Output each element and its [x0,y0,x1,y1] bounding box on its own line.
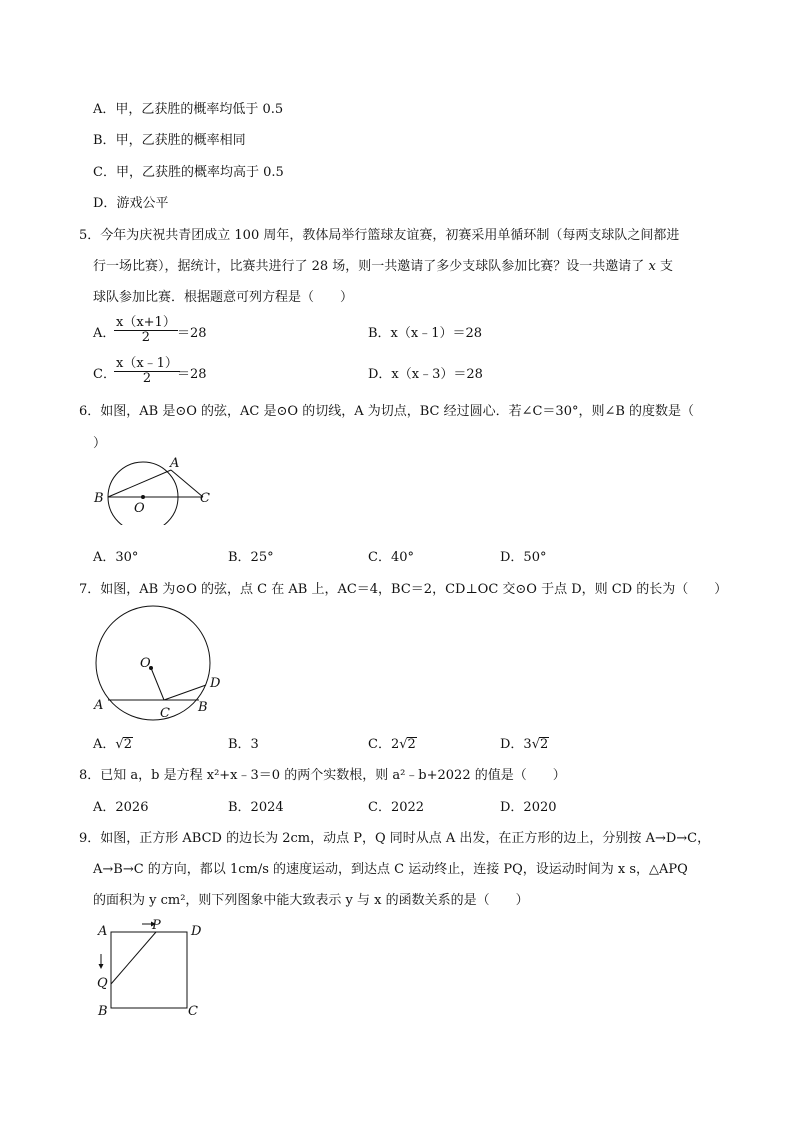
q5-line-1 [79,228,679,244]
segment-oc [151,668,164,700]
q5-option-c-fraction [114,357,180,386]
option-text: 游戏公平 [116,196,169,211]
question-text: A→B→C 的方向，都以 1cm/s 的速度运动，到达点 C 运动终止，连接 PQ，设运动时间为 x s，△APQ [93,862,688,877]
q7-option-d: D．3√2 [500,737,549,752]
question-number: 9． [79,831,101,846]
label-d: D [210,676,221,691]
label-b: B [94,491,104,506]
question-number: 6． [79,404,101,419]
question-text: ） [93,436,107,451]
label-b: B [198,700,208,715]
q5-option-a-fraction [114,316,178,345]
option-letter: B． [93,133,116,148]
square-abcd [111,932,187,1008]
q6-line-1 [79,404,694,420]
question-number: 7． [79,582,101,597]
q8-option-c: C．2022 [368,800,425,815]
variable-x: x [648,259,656,274]
q6-option-d: D．50° [500,550,547,565]
option-letter: D．3 [500,737,532,752]
label-d: D [191,924,202,939]
q9-line-1 [79,831,710,847]
fraction-numerator: x（x﹣1） [116,356,178,371]
q5-option-b: B．x（x﹣1）＝28 [368,326,483,341]
label-q: Q [97,976,108,991]
q6-figure [88,455,218,525]
question-text: 今年为庆祝共青团成立 100 周年，教体局举行篮球友谊赛，初赛采用单循环制（每两支球队之间都进 [100,228,680,243]
question-text: 如图，AB 是⊙O 的弦，AC 是⊙O 的切线，A 为切点，BC 经过圆心．若∠C＝30°，则∠B 的度数是（ [100,404,695,419]
circle-o [96,606,210,720]
q5-option-c-letter: C． [93,367,116,382]
q6-option-b: B．25° [228,550,274,565]
label-a: A [170,456,180,471]
q7-option-c: C．2√2 [368,737,416,752]
chord-ab [108,470,171,497]
q7-line-1 [79,582,727,598]
q5-option-c-rhs: ＝28 [177,367,207,382]
q8-line-1 [79,768,566,784]
q5-line-2 [93,259,673,275]
option-letter: C． [93,165,116,180]
q5-option-a-rhs: ＝28 [177,326,207,341]
arrowhead-down-icon [99,964,104,969]
option-letter: D． [93,196,117,211]
segment-pq [111,932,156,984]
q5-option-d: D．x（x﹣3）＝28 [368,367,483,382]
question-number: 5． [79,228,101,243]
option-text: 甲，乙获胜的概率相同 [115,133,246,148]
q8-option-d: D．2020 [500,800,557,815]
option-letter: A． [93,102,116,117]
radicand: 2 [407,737,416,752]
label-o: O [140,656,151,671]
q9-line-3 [93,893,529,909]
q4-option-a [93,102,283,118]
radicand: 2 [123,737,132,752]
question-text: 行一场比赛），据统计，比赛共进行了 28 场，则一共邀请了多少支球队参加比赛？设一共邀请了 [93,259,645,274]
question-number: 8． [79,768,101,783]
question-text: 如图，AB 为⊙O 的弦，点 C 在 AB 上，AC＝4，BC＝2，CD⊥OC 交⊙O 于点 D，则 CD 的长为（ ） [100,582,728,597]
option-text: 甲，乙获胜的概率均低于 0.5 [115,102,284,117]
question-text: 的面积为 y cm²，则下列图象中能大致表示 y 与 x 的函数关系的是（ ） [93,893,529,908]
q4-option-d [93,196,168,212]
label-o: O [134,501,145,516]
q4-option-b [93,133,246,149]
q6-option-c: C．40° [368,550,414,565]
q8-option-a: A．2026 [93,800,149,815]
q7-option-a: A．√2 [93,737,132,752]
option-letter: A． [93,737,116,752]
question-text: 球队参加比赛．根据题意可列方程是（ ） [93,290,354,305]
fraction-numerator: x（x+1） [116,315,176,330]
label-c: C [200,491,210,506]
question-text: 已知 a，b 是方程 x²+x﹣3＝0 的两个实数根，则 a²﹣b+2022 的值是（ ） [100,768,566,783]
question-text: 支 [659,259,673,274]
q5-option-a-letter: A． [93,326,116,341]
q6-option-a: A．30° [93,550,139,565]
question-text: 如图，正方形 ABCD 的边长为 2cm，动点 P，Q 同时从点 A 出发，在正方形的边上，分别按 A→D→C， [100,831,711,846]
q7-option-b: B．3 [228,737,259,752]
radicand: 2 [540,737,549,752]
q4-option-c [93,165,284,181]
fraction-denominator: 2 [141,330,151,345]
option-text: 甲，乙获胜的概率均高于 0.5 [115,165,284,180]
q5-line-3 [93,290,353,306]
label-a: A [94,698,104,713]
label-b: B [98,1004,108,1019]
label-p: P [152,918,161,933]
q9-line-2 [93,862,688,878]
q6-line-2 [93,436,106,452]
q7-figure [88,605,228,730]
option-letter: C．2 [368,737,400,752]
label-c: C [188,1004,198,1019]
label-c: C [160,706,170,721]
center-point [141,495,145,499]
label-a: A [98,924,108,939]
q8-option-b: B．2024 [228,800,284,815]
segment-cd [164,685,206,700]
q9-figure [90,918,220,1023]
fraction-denominator: 2 [142,371,152,386]
